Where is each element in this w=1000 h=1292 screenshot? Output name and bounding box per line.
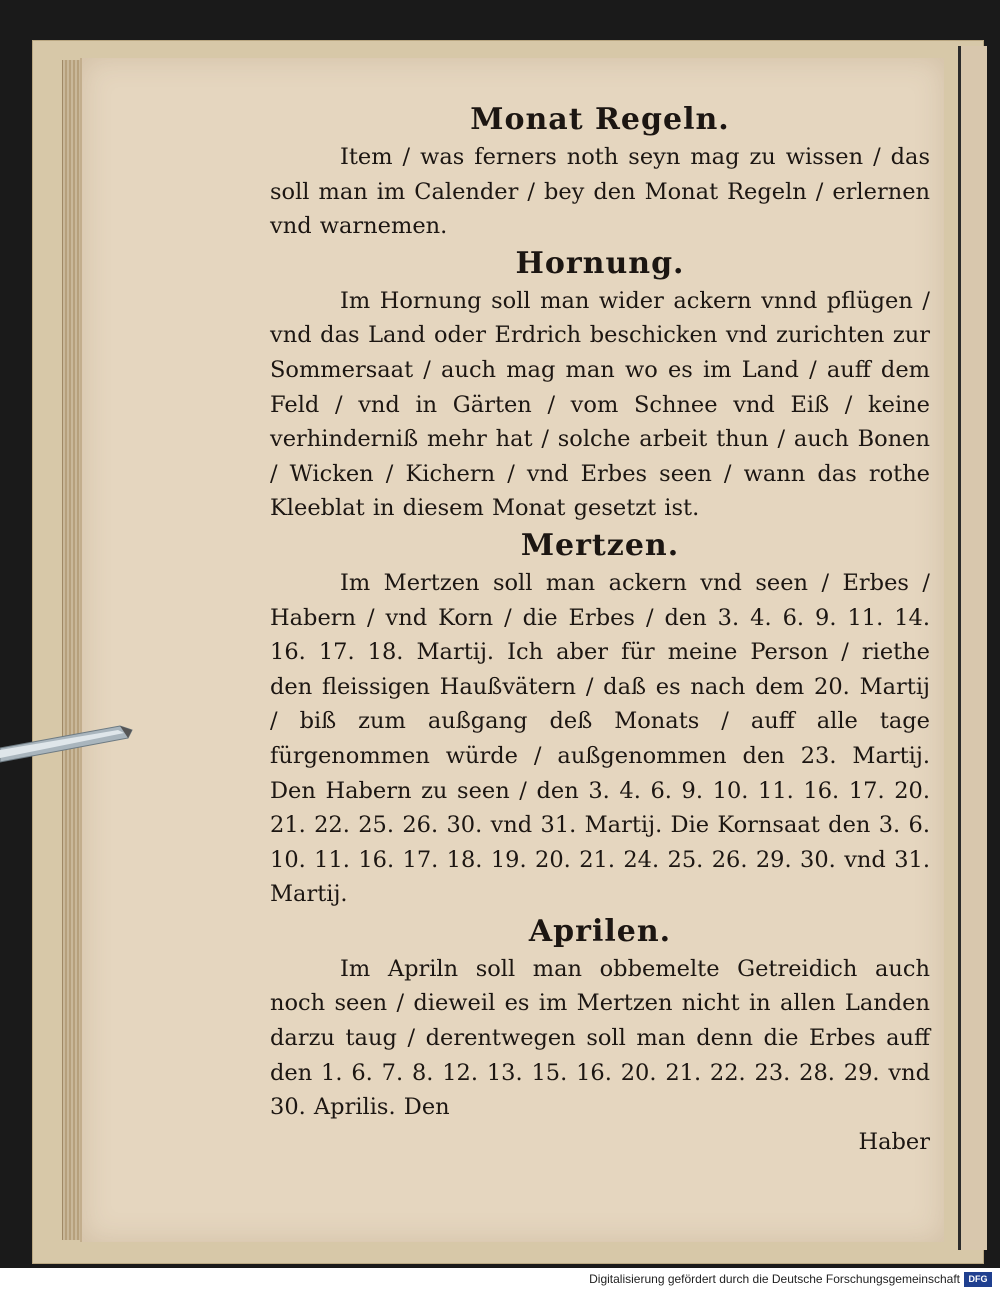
footer-bar	[0, 1268, 1000, 1292]
heading-hornung: Hornung.	[515, 245, 685, 281]
dfg-logo-icon: DFG	[964, 1272, 992, 1287]
heading-mertzen: Mertzen.	[520, 527, 680, 563]
paragraph-hornung: Im Hornung soll man wider ackern vnnd pflügen / vnd das Land oder Erdrich beschicken vnd zurichten zur Sommersaat / auch mag man wo es im Land / auff dem Feld / vnd in Gärten / vom Schnee vnd Eiß / keine verhinderniß mehr hat / solche arbeit thun / auch Bonen / Wicken / Kichern / vnd Erbes seen / wann das rothe Kleeblat in diesem Monat gesetzt ist.	[270, 287, 930, 522]
catchword: Haber	[858, 1128, 930, 1155]
funding-credit: Digitalisierung gefördert durch die Deutsche Forschungsgemeinschaft	[589, 1272, 960, 1286]
heading-monat-regeln: Monat Regeln.	[470, 102, 730, 137]
page-text	[270, 100, 930, 1159]
paragraph-mertzen: Im Mertzen soll man ackern vnd seen / Erbes / Habern / vnd Korn / die Erbes / den 3. 4. 6. 9. 11. 14. 16. 17. 18. Martij. Ich aber für meine Person / riethe den fleissigen Haußvätern / daß es nach dem 20. Martij / biß zum außgang deß Monats / auff alle tage fürgenommen würde / außgenommen den 23. Martij. Den Habern zu seen / den 3. 4. 6. 9. 10. 11. 16. 17. 20. 21. 22. 25. 26. 30. vnd 31. Martij. Die Kornsaat den 3. 6. 10. 11. 16. 17. 18. 19. 20. 21. 24. 25. 26. 29. 30. vnd 31. Martij.	[270, 569, 930, 908]
paragraph-aprilen: Im Apriln soll man obbemelte Getreidich auch noch seen / dieweil es im Mertzen nicht in allen Landen darzu taug / derentwegen soll man denn die Erbes auff den 1. 6. 7. 8. 12. 13. 15. 16. 20. 21. 22. 23. 28. 29. vnd 30. Aprilis. Den	[270, 955, 930, 1121]
pen-pointer-image	[0, 718, 140, 778]
paragraph-monat-regeln: Item / was ferners noth seyn mag zu wissen / das soll man im Calender / bey den Monat Regeln / erlernen vnd warnemen.	[270, 144, 930, 240]
heading-aprilen: Aprilen.	[528, 913, 672, 949]
facing-page-edge	[958, 46, 987, 1250]
